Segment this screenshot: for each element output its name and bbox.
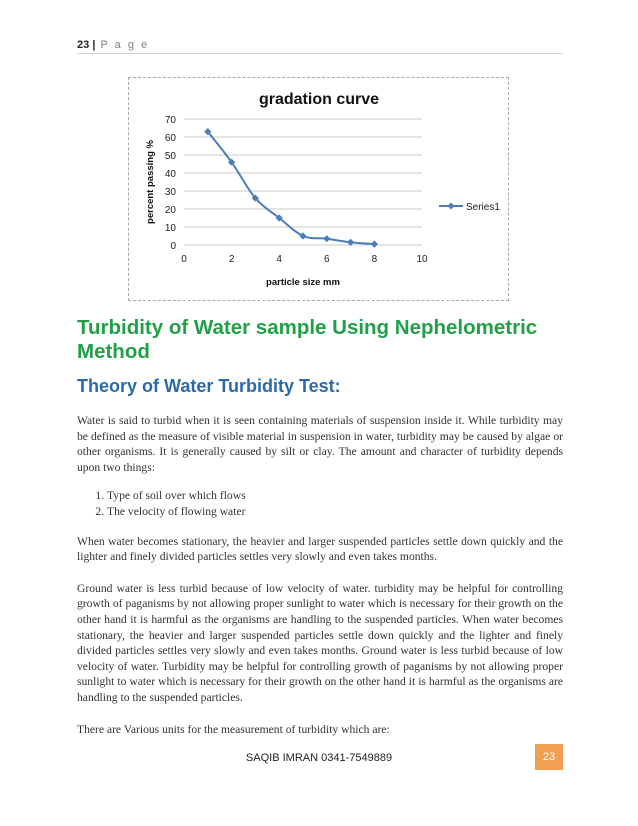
paragraph-3: Ground water is less turbid because of low velocity of water. turbidity may be helpful for controlling growth of paganisms by not allowing proper sunlight to water which is necessary for their growth on the other hand it is harmful as the organisms are handling to the suspended particles. When water becomes stationary, the heavier and larger suspended particles settle down quickly and the lighter and finely divided particles settles very slowly and even takes months. Ground water is less turbid because of low velocity of water. Turbidity may be helpful for controlling growth of paganisms by not allowing proper sunlight to water which is necessary for their growth on the other hand it is harmful as the organisms are handling to the suspended particles. xyxy=(77,581,563,704)
factor-list xyxy=(77,488,563,519)
paragraph-4: There are Various units for the measurement of turbidity which are: xyxy=(77,722,390,736)
footer-author: SAQIB IMRAN 0341-7549889 xyxy=(245,752,393,764)
section-subtitle: Theory of Water Turbidity Test: xyxy=(77,376,341,396)
data-point xyxy=(323,235,330,242)
header-page-label: P a g e xyxy=(100,39,150,51)
y-tick-label: 30 xyxy=(164,187,176,198)
data-point xyxy=(371,241,378,248)
header-separator: | xyxy=(92,39,96,51)
legend-marker xyxy=(448,203,455,210)
legend-label: Series1 xyxy=(466,202,500,213)
y-tick-label: 50 xyxy=(164,151,176,162)
list-item: 2. The velocity of flowing water xyxy=(107,504,563,520)
x-tick-label: 2 xyxy=(228,254,235,265)
x-tick-label: 6 xyxy=(324,254,330,265)
chart-title: gradation curve xyxy=(258,91,380,108)
data-point xyxy=(299,232,306,239)
header-page-number: 23 xyxy=(77,39,90,51)
header-divider xyxy=(77,53,563,54)
y-tick-label: 60 xyxy=(164,133,176,144)
y-tick-label: 70 xyxy=(164,115,176,126)
x-tick-label: 0 xyxy=(181,254,187,265)
y-tick-label: 40 xyxy=(164,169,176,180)
x-tick-label: 10 xyxy=(416,254,428,265)
gradation-chart xyxy=(128,77,509,301)
body-text xyxy=(77,413,563,737)
y-tick-label: 10 xyxy=(164,223,176,234)
y-axis-label: percent passing % xyxy=(145,140,156,224)
paragraph-2: When water becomes stationary, the heavier and larger suspended particles settle down quickly and the lighter and finely divided particles settles very slowly and even takes months. xyxy=(77,534,563,564)
x-axis-label: particle size mm xyxy=(266,277,340,288)
paragraph-1: Water is said to turbid when it is seen containing materials of suspension inside it. While turbidity may be defined as the measure of visible material in suspension in water, turbidity may be caused by algae or other organisms. It is generally caused by silt or clay. The amount and character of turbidity depends upon two things: xyxy=(77,414,563,474)
y-tick-label: 0 xyxy=(170,241,176,252)
footer-page-box: 23 xyxy=(535,744,563,770)
page-header xyxy=(77,39,149,51)
list-item: 1. Type of soil over which flows xyxy=(107,488,563,504)
section-title: Turbidity of Water sample Using Nephelometric Method xyxy=(77,316,538,363)
x-tick-label: 8 xyxy=(371,254,378,265)
y-tick-label: 20 xyxy=(164,205,176,216)
x-tick-label: 4 xyxy=(276,254,282,265)
chart-svg xyxy=(129,78,508,300)
